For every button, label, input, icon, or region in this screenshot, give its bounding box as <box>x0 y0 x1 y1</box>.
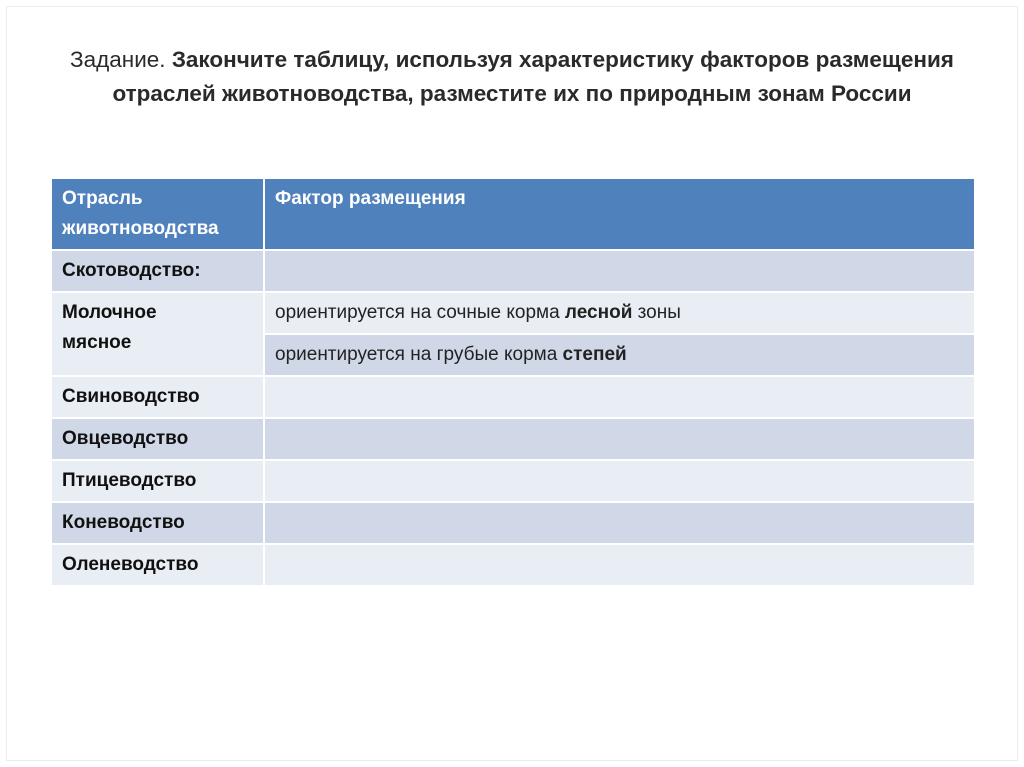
table-row <box>51 502 975 544</box>
row-label: Птицеводство <box>51 460 264 502</box>
table-row <box>51 544 975 586</box>
factor-cell <box>264 460 975 502</box>
row-label: Оленеводство <box>51 544 264 586</box>
factor-cell-dairy: ориентируется на сочные корма лесной зоны <box>264 292 975 334</box>
table-row <box>51 418 975 460</box>
factor-cell <box>264 502 975 544</box>
table-row <box>51 250 975 292</box>
factor-cell <box>264 376 975 418</box>
header-factor: Фактор размещения <box>264 178 975 250</box>
row-label: Коневодство <box>51 502 264 544</box>
row-label-meat: мясное <box>62 332 132 353</box>
factor-cell <box>264 418 975 460</box>
row-label-dairy: Молочное <box>62 302 157 323</box>
table-row <box>51 292 975 334</box>
task-title <box>60 43 964 111</box>
table-row <box>51 376 975 418</box>
factor-cell <box>264 544 975 586</box>
factor-cell <box>264 250 975 292</box>
factor-cell-meat: ориентируется на грубые корма степей <box>264 334 975 376</box>
task-instruction: Закончите таблицу, используя характеристику факторов размещения отраслей животноводства, разместите их по природным зонам России <box>112 47 954 106</box>
row-label: Скотоводство: <box>51 250 264 292</box>
row-label: Свиноводство <box>51 376 264 418</box>
row-label: Овцеводство <box>51 418 264 460</box>
task-lead: Задание. <box>70 47 166 72</box>
header-branch: Отрасль животноводства <box>51 178 264 250</box>
livestock-table <box>50 177 976 587</box>
table-row <box>51 460 975 502</box>
table-header-row <box>51 178 975 250</box>
row-label-dairy-meat <box>51 292 264 376</box>
